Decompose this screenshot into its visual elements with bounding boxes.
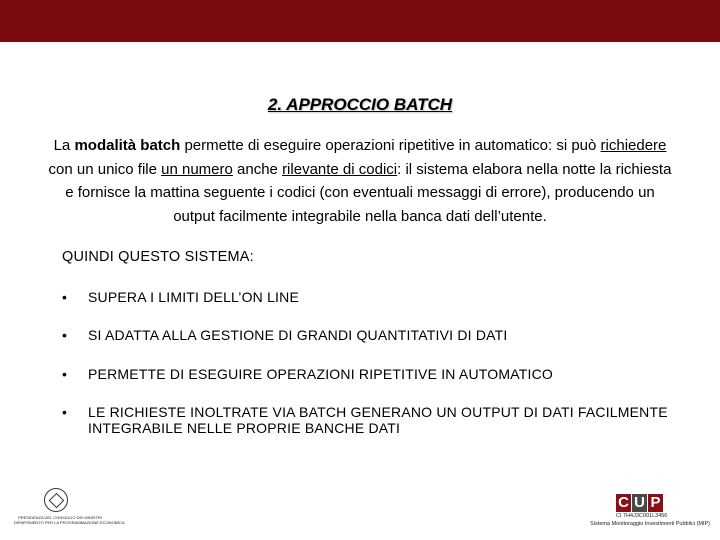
top-banner bbox=[0, 0, 720, 42]
bullet-icon: • bbox=[62, 327, 68, 343]
bullet-text: LE RICHIESTE INOLTRATE VIA BATCH GENERANO UN OUTPUT DI DATI FACILMENTE INTEGRABILE NELLE PROPRIE BANCHE DATI bbox=[88, 404, 668, 436]
intro-underlined-1: richiedere bbox=[600, 137, 667, 154]
intro-bold-term: modalità batch bbox=[74, 137, 181, 154]
slide-title bbox=[0, 95, 720, 115]
ministry-logo bbox=[14, 488, 125, 528]
intro-underlined-2: un numero bbox=[161, 160, 233, 178]
bullet-text: SI ADATTA ALLA GESTIONE DI GRANDI QUANTITATIVI DI DATI bbox=[88, 327, 508, 343]
intro-paragraph bbox=[48, 134, 672, 228]
intro-text-3: permette di eseguire operazioni ripetitive in automatico: si può bbox=[180, 137, 601, 154]
cup-letter-u: U bbox=[632, 494, 647, 512]
bullet-text: PERMETTE DI ESEGUIRE OPERAZIONI RIPETITIVE IN AUTOMATICO bbox=[88, 366, 553, 382]
bullet-icon: • bbox=[62, 404, 68, 420]
cup-letter-c: C bbox=[616, 494, 631, 512]
bullet-icon: • bbox=[62, 289, 68, 305]
intro-text-7: anche bbox=[232, 160, 283, 178]
bullet-text: SUPERA I LIMITI DELL’ON LINE bbox=[88, 289, 299, 305]
cup-letter-p: P bbox=[648, 494, 663, 512]
cup-logo bbox=[616, 494, 664, 512]
section-heading: QUINDI QUESTO SISTEMA: bbox=[62, 249, 254, 265]
intro-underlined-3: rilevante di codici bbox=[282, 160, 398, 178]
cup-logo-block bbox=[574, 494, 710, 534]
ministry-line-1: PRESIDENZA DEL CONSIGLIO DEI MINISTRI bbox=[18, 515, 102, 520]
republic-emblem-icon bbox=[44, 488, 68, 512]
bullet-icon: • bbox=[62, 366, 68, 382]
ministry-line-2: DIPARTIMENTO PER LA PROGRAMMAZIONE ECONOMICA bbox=[14, 520, 125, 525]
intro-text-9: : il sistema elabora nella notte la richiesta e fornisce la mattina seguente i codici (con eventuali messaggi di errore), producendo un output facilmente integrabile nella banca dati dell’utente. bbox=[65, 160, 672, 225]
cup-caption: Sistema Monitoraggio Investimenti Pubblici (MIP) bbox=[590, 521, 710, 527]
cup-code: CI 7H4J3C001L3456 bbox=[616, 513, 668, 519]
intro-text-5: con un unico file bbox=[48, 160, 162, 178]
intro-text-1: La bbox=[53, 137, 75, 154]
slide-title-text: 2. APPROCCIO BATCH bbox=[267, 95, 453, 114]
